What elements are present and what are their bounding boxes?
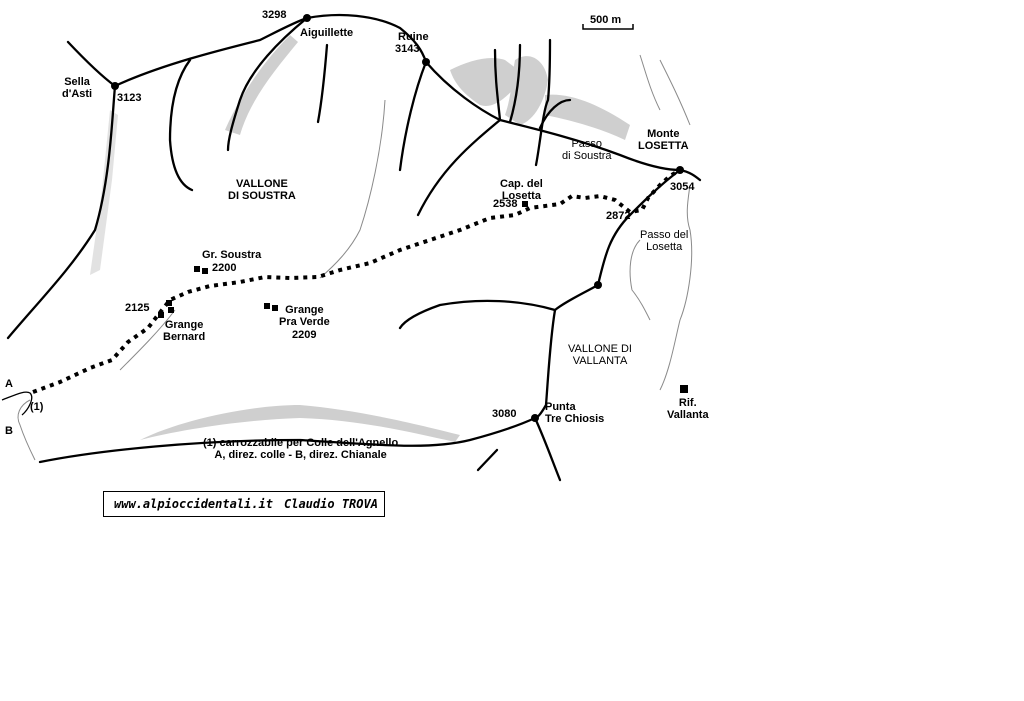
peak-name-sella-asti: Sella d'Asti — [62, 76, 93, 100]
valley-name-vallanta: VALLONE DI VALLANTA — [568, 343, 632, 367]
peak-alt-sella-asti: 3123 — [117, 92, 142, 104]
pass-name-losetta: Passo del Losetta — [640, 229, 689, 253]
place-name-gr-soustra: Gr. Soustra — [202, 249, 262, 261]
hut-marker-gr-soustra-1 — [194, 266, 200, 272]
peak-name-tre-chiosis: Punta Tre Chiosis — [545, 401, 605, 425]
summit-point-tre-chiosis — [531, 414, 539, 422]
road-ref-1: (1) — [30, 401, 44, 413]
road-marker-b: B — [5, 425, 13, 437]
refuge-name-vallanta: Rif. Vallanta — [667, 397, 709, 421]
place-alt-grange-bernard: 2125 — [125, 302, 150, 314]
credit-author: Claudio TROVA — [284, 497, 378, 511]
road-note: (1) carrozzabile per Colle dell'Agnello A, direz. colle - B, direz. Chianale — [203, 437, 399, 461]
peak-alt-monte-losetta: 3054 — [670, 181, 695, 193]
place-alt-grange-pra-verde: 2209 — [292, 329, 317, 341]
pass-name-soustra: Passo di Soustra — [562, 138, 612, 162]
hut-marker-bernard-2 — [158, 312, 164, 318]
road-marker-a: A — [5, 378, 13, 390]
summit-point-ruine — [422, 58, 430, 66]
hut-marker-pra-verde-2 — [272, 305, 278, 311]
valley-name-soustra: VALLONE DI SOUSTRA — [228, 178, 296, 202]
summit-point-aiguillette — [303, 14, 311, 22]
summit-point-sella-asti — [111, 82, 119, 90]
hut-marker-gr-soustra-2 — [202, 268, 208, 274]
refuge-marker-vallanta — [680, 385, 688, 393]
credit-site: www.alpioccidentali.it — [114, 497, 273, 511]
col-point — [594, 281, 602, 289]
hut-alt-cap-losetta: 2538 — [493, 198, 518, 210]
place-alt-gr-soustra: 2200 — [212, 262, 237, 274]
peak-name-aiguillette: Aiguillette — [300, 27, 354, 39]
hut-name-cap-losetta: Cap. del Losetta — [500, 178, 543, 202]
peak-alt-aiguillette: 3298 — [262, 9, 287, 21]
peak-alt-tre-chiosis: 3080 — [492, 408, 517, 420]
peak-alt-ruine: 3143 — [395, 43, 420, 55]
summit-point-monte-losetta — [676, 166, 684, 174]
credit-box — [103, 491, 385, 517]
scale-label: 500 m — [590, 14, 622, 26]
hut-marker-bernard-1 — [166, 300, 172, 306]
place-name-grange-pra-verde: Grange Pra Verde — [279, 304, 330, 328]
peak-name-ruine: Ruine — [398, 31, 429, 43]
hut-marker-bernard-3 — [168, 307, 174, 313]
road-stub — [2, 392, 32, 415]
spot-height-2872: 2872 — [606, 210, 631, 222]
peak-name-monte-losetta: Monte LOSETTA — [638, 128, 689, 152]
place-name-grange-bernard: Grange Bernard — [163, 319, 206, 343]
hut-marker-pra-verde-1 — [264, 303, 270, 309]
